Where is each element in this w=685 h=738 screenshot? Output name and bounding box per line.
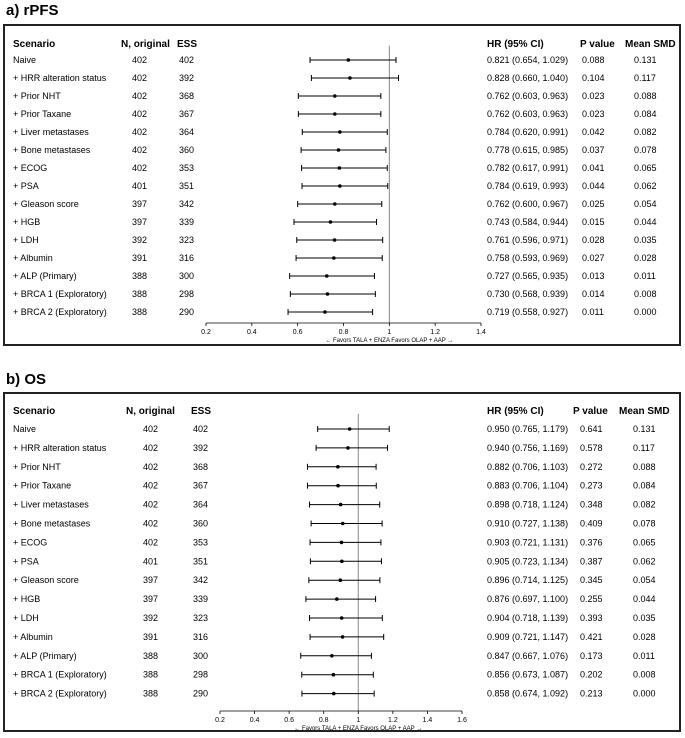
row-mean-smd: 0.062 [633,556,656,567]
row-hr-ci: 0.784 (0.619, 0.993) [487,181,569,191]
hr-point [338,184,342,188]
row-hr-ci: 0.910 (0.727, 1.138) [487,518,569,529]
row-ess: 368 [193,461,209,472]
row-mean-smd: 0.035 [634,235,657,245]
row-scenario: + HGB [13,594,41,605]
row-hr-ci: 0.761 (0.596, 0.971) [487,235,569,245]
row-ess: 360 [179,145,195,155]
row-scenario: + PSA [13,556,39,567]
row-hr-ci: 0.778 (0.615, 0.985) [487,145,569,155]
row-ess: 316 [179,253,195,263]
row-ess: 323 [179,235,195,245]
hr-point [348,76,352,80]
row-hr-ci: 0.743 (0.584, 0.944) [487,217,569,227]
row-n-original: 402 [132,55,148,65]
x-tick-label: 0.4 [249,717,260,724]
header-ess: ESS [177,39,198,50]
header-p-value: P value [580,39,615,50]
header-hr: HR (95% CI) [487,406,544,417]
x-tick-label: 1.4 [476,329,486,336]
row-p-value: 0.348 [580,499,603,510]
row-mean-smd: 0.062 [634,181,657,191]
row-n-original: 388 [143,650,159,661]
row-hr-ci: 0.909 (0.721, 1.147) [487,631,569,642]
header-scenario: Scenario [13,39,56,50]
hr-point [336,484,340,488]
header-n-original: N, original [126,406,175,417]
row-n-original: 388 [132,307,148,317]
row-n-original: 392 [132,235,148,245]
hr-point [323,310,327,314]
row-mean-smd: 0.000 [634,307,657,317]
row-mean-smd: 0.000 [633,688,656,699]
panel-a [3,24,681,346]
row-mean-smd: 0.131 [634,55,657,65]
row-ess: 300 [193,650,209,661]
row-p-value: 0.028 [582,235,605,245]
hr-point [326,292,330,296]
row-mean-smd: 0.065 [634,163,657,173]
row-n-original: 397 [132,217,148,227]
header-scenario: Scenario [13,406,56,417]
row-scenario: + HRR alteration status [13,73,107,83]
header-n-original: N, original [121,39,170,50]
row-ess: 323 [193,613,209,623]
row-p-value: 0.041 [582,163,605,173]
x-axis-label: ← Favors TALA + ENZA Favors OLAP + AAP → [294,726,423,730]
row-scenario: + Bone metastases [13,145,91,155]
row-p-value: 0.409 [580,518,603,529]
row-scenario: + Gleason score [13,199,79,209]
row-n-original: 402 [143,461,159,472]
row-scenario: + BRCA 2 (Exploratory) [13,688,107,699]
row-n-original: 402 [132,91,148,101]
row-p-value: 0.088 [582,55,605,65]
row-mean-smd: 0.008 [634,289,657,299]
row-n-original: 388 [132,289,148,299]
row-scenario: + Albumin [13,631,53,642]
row-p-value: 0.011 [582,307,604,317]
row-ess: 392 [179,73,195,83]
row-ess: 402 [193,424,209,434]
x-tick-label: 1.4 [422,717,433,724]
hr-point [346,446,350,450]
x-axis-label: ← Favors TALA + ENZA Favors OLAP + AAP → [325,338,454,344]
x-tick-label: 1.2 [387,717,398,724]
row-scenario: + Gleason score [13,575,79,586]
row-hr-ci: 0.898 (0.718, 1.124) [487,499,569,510]
row-p-value: 0.013 [582,271,605,281]
row-ess: 353 [193,537,209,548]
row-p-value: 0.027 [582,253,605,263]
hr-point [329,220,333,224]
hr-point [338,166,342,170]
hr-point [338,130,342,134]
forest-plot-rpfs [5,26,679,344]
row-hr-ci: 0.883 (0.706, 1.104) [487,480,569,491]
row-n-original: 401 [143,556,159,567]
row-mean-smd: 0.088 [633,461,656,472]
row-hr-ci: 0.940 (0.756, 1.169) [487,442,569,453]
row-ess: 298 [193,669,209,680]
row-hr-ci: 0.784 (0.620, 0.991) [487,127,569,137]
header-p-value: P value [573,406,608,417]
row-hr-ci: 0.727 (0.565, 0.935) [487,271,569,281]
row-scenario: + BRCA 2 (Exploratory) [13,307,107,317]
x-tick-label: 0.2 [215,717,225,724]
row-hr-ci: 0.762 (0.600, 0.967) [487,199,569,209]
row-ess: 342 [193,575,209,586]
row-p-value: 0.387 [580,556,603,567]
row-p-value: 0.578 [580,442,603,453]
panel-b [3,392,681,732]
row-mean-smd: 0.054 [633,575,656,586]
hr-point [340,541,344,545]
row-n-original: 402 [132,145,148,155]
row-scenario: + ECOG [13,537,48,548]
row-scenario: + BRCA 1 (Exploratory) [13,669,107,680]
row-n-original: 402 [143,499,159,510]
x-tick-label: 0.8 [338,329,349,336]
x-tick-label: 1.2 [430,329,441,336]
row-ess: 392 [193,442,209,453]
x-tick-label: 0.6 [284,717,295,724]
row-mean-smd: 0.088 [634,91,657,101]
row-n-original: 402 [143,442,159,453]
row-scenario: + ALP (Primary) [13,271,77,281]
row-mean-smd: 0.084 [634,109,657,119]
row-p-value: 0.025 [582,199,605,209]
row-p-value: 0.042 [582,127,605,137]
row-ess: 353 [179,163,195,173]
row-mean-smd: 0.117 [633,442,655,453]
row-hr-ci: 0.876 (0.697, 1.100) [487,594,569,605]
row-scenario: Naive [13,424,37,434]
header-mean-smd: Mean SMD [625,39,676,50]
row-ess: 351 [179,181,195,191]
x-tick-label: 0.8 [318,717,329,724]
row-p-value: 0.272 [580,461,603,472]
row-n-original: 402 [143,424,159,434]
row-n-original: 397 [143,594,159,605]
row-scenario: + Liver metastases [13,127,89,137]
row-p-value: 0.104 [582,73,605,83]
row-hr-ci: 0.828 (0.660, 1.040) [487,73,569,83]
header-ess: ESS [191,406,212,417]
row-n-original: 402 [143,537,159,548]
x-tick-label: 0.2 [201,329,211,336]
row-hr-ci: 0.730 (0.568, 0.939) [487,289,569,299]
row-hr-ci: 0.821 (0.654, 1.029) [487,55,569,65]
row-p-value: 0.273 [580,480,603,491]
x-tick-label: 1.6 [457,717,467,724]
hr-point [330,654,334,658]
row-p-value: 0.015 [582,217,605,227]
row-p-value: 0.014 [582,289,605,299]
row-n-original: 402 [143,518,159,529]
row-scenario: + ECOG [13,163,48,173]
row-scenario: + BRCA 1 (Exploratory) [13,289,107,299]
hr-point [348,427,352,431]
row-n-original: 402 [132,73,148,83]
hr-point [341,635,345,639]
row-mean-smd: 0.078 [633,518,656,529]
row-mean-smd: 0.082 [633,499,656,510]
hr-point [332,673,336,677]
row-ess: 402 [179,55,195,65]
row-ess: 290 [179,307,195,317]
row-ess: 368 [179,91,195,101]
row-ess: 316 [193,631,209,642]
row-p-value: 0.345 [580,575,603,586]
row-scenario: + HRR alteration status [13,442,107,453]
row-p-value: 0.393 [580,613,603,623]
row-scenario: + Bone metastases [13,518,91,529]
row-n-original: 391 [143,631,159,642]
row-p-value: 0.641 [580,424,603,434]
row-n-original: 392 [143,613,159,623]
row-ess: 364 [179,127,195,137]
row-mean-smd: 0.028 [633,631,656,642]
x-tick-label: 1 [356,717,361,724]
row-mean-smd: 0.084 [633,480,656,491]
row-scenario: + Albumin [13,253,53,263]
row-hr-ci: 0.762 (0.603, 0.963) [487,109,569,119]
row-p-value: 0.023 [582,91,605,101]
row-p-value: 0.255 [580,594,603,605]
row-scenario: + Prior NHT [13,91,61,101]
row-ess: 339 [193,594,209,605]
hr-point [335,597,339,601]
row-ess: 290 [193,688,209,699]
row-p-value: 0.202 [580,669,603,680]
row-hr-ci: 0.719 (0.558, 0.927) [487,307,569,317]
header-mean-smd: Mean SMD [619,406,670,417]
forest-plot-os [5,394,679,730]
hr-point [333,94,337,98]
row-ess: 342 [179,199,195,209]
row-mean-smd: 0.044 [634,217,657,227]
row-p-value: 0.044 [582,181,605,191]
row-mean-smd: 0.011 [633,650,655,661]
hr-point [340,616,344,620]
row-n-original: 402 [143,480,159,491]
row-mean-smd: 0.035 [633,613,656,623]
hr-point [333,112,337,116]
row-p-value: 0.173 [580,650,603,661]
row-mean-smd: 0.078 [634,145,657,155]
row-ess: 298 [179,289,195,299]
row-scenario: + LDH [13,613,39,623]
row-scenario: + Prior Taxane [13,109,72,119]
hr-point [333,238,337,242]
row-n-original: 401 [132,181,148,191]
panel-a-title: a) rPFS [6,2,59,19]
row-mean-smd: 0.011 [634,271,656,281]
row-mean-smd: 0.044 [633,594,656,605]
hr-point [341,522,345,526]
hr-point [337,148,341,152]
row-n-original: 397 [143,575,159,586]
row-scenario: + PSA [13,181,39,191]
row-scenario: + HGB [13,217,41,227]
row-ess: 367 [193,480,209,491]
panel-b-title: b) OS [6,371,46,388]
row-n-original: 397 [132,199,148,209]
header-hr: HR (95% CI) [487,39,544,50]
row-hr-ci: 0.950 (0.765, 1.179) [487,424,569,434]
row-hr-ci: 0.847 (0.667, 1.076) [487,650,569,661]
row-hr-ci: 0.903 (0.721, 1.131) [487,537,569,548]
row-scenario: + ALP (Primary) [13,650,77,661]
row-n-original: 402 [132,163,148,173]
row-scenario: + Prior NHT [13,461,61,472]
row-p-value: 0.023 [582,109,605,119]
hr-point [333,202,337,206]
row-scenario: + Liver metastases [13,499,89,510]
row-hr-ci: 0.758 (0.593, 0.969) [487,253,569,263]
row-p-value: 0.213 [580,688,603,699]
hr-point [332,692,336,696]
row-n-original: 391 [132,253,148,263]
x-tick-label: 1 [387,329,392,336]
row-ess: 351 [193,556,209,567]
row-n-original: 402 [132,109,148,119]
row-mean-smd: 0.008 [633,669,656,680]
row-hr-ci: 0.896 (0.714, 1.125) [487,575,569,586]
row-p-value: 0.037 [582,145,605,155]
row-n-original: 388 [143,669,159,680]
row-p-value: 0.421 [580,631,603,642]
hr-point [332,256,336,260]
row-hr-ci: 0.882 (0.706, 1.103) [487,461,569,472]
row-hr-ci: 0.762 (0.603, 0.963) [487,91,569,101]
row-hr-ci: 0.905 (0.723, 1.134) [487,556,569,567]
row-hr-ci: 0.858 (0.674, 1.092) [487,688,569,699]
row-scenario: Naive [13,55,37,65]
row-ess: 360 [193,518,209,529]
row-n-original: 388 [143,688,159,699]
row-mean-smd: 0.082 [634,127,657,137]
row-hr-ci: 0.856 (0.673, 1.087) [487,669,569,680]
row-n-original: 402 [132,127,148,137]
row-mean-smd: 0.054 [634,199,657,209]
row-mean-smd: 0.131 [633,424,656,434]
row-hr-ci: 0.782 (0.617, 0.991) [487,163,569,173]
row-ess: 339 [179,217,195,227]
row-scenario: + LDH [13,235,39,245]
hr-point [336,465,340,469]
row-hr-ci: 0.904 (0.718, 1.139) [487,613,569,623]
row-ess: 367 [179,109,195,119]
hr-point [347,58,351,62]
row-n-original: 388 [132,271,148,281]
row-scenario: + Prior Taxane [13,480,72,491]
row-ess: 364 [193,499,209,510]
row-p-value: 0.376 [580,537,603,548]
hr-point [339,503,343,507]
row-mean-smd: 0.028 [634,253,657,263]
hr-point [325,274,329,278]
x-tick-label: 0.6 [292,329,303,336]
row-mean-smd: 0.065 [633,537,656,548]
hr-point [340,560,344,564]
x-tick-label: 0.4 [246,329,257,336]
row-ess: 300 [179,271,195,281]
hr-point [339,578,343,582]
row-mean-smd: 0.117 [634,73,656,83]
